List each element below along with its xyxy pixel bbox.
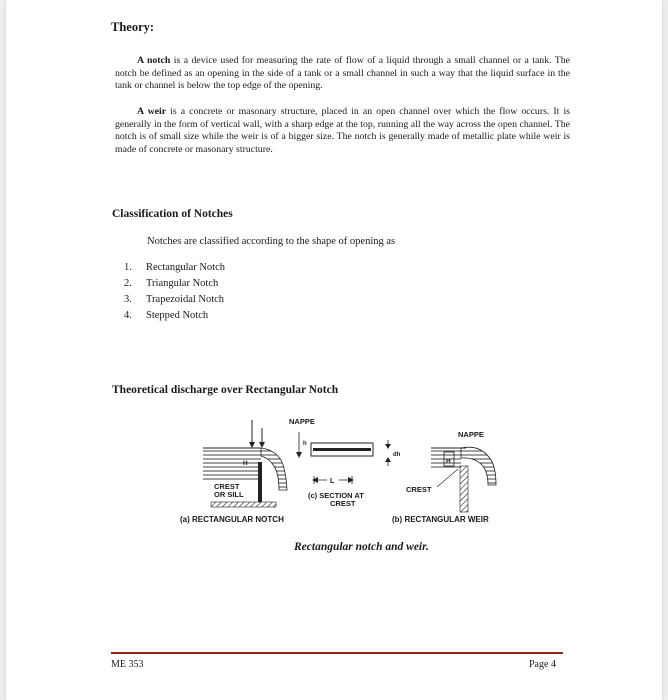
list-item <box>124 292 225 308</box>
weir-head-label: H <box>446 458 451 465</box>
channel-bed <box>211 502 276 507</box>
list-label: Stepped Notch <box>146 310 209 321</box>
weir-term: A weir <box>137 106 167 117</box>
strip-dh <box>313 448 371 451</box>
course-code: ME 353 <box>111 659 144 670</box>
caption-a: (a) RECTANGULAR NOTCH <box>180 515 284 524</box>
classification-intro: Notches are classified according to the shape of opening as <box>147 236 396 247</box>
notch-plate <box>258 462 262 502</box>
list-label: Trapezoidal Notch <box>146 294 225 305</box>
dh-label: dh <box>393 452 401 458</box>
list-item <box>124 260 225 276</box>
notch-term: A notch <box>137 55 171 66</box>
nappe-label-b: NAPPE <box>458 430 484 439</box>
section-label: (c) SECTION AT <box>308 491 364 500</box>
notch-paragraph <box>115 55 570 93</box>
footer-rule <box>111 652 563 654</box>
head-label: H <box>243 460 248 467</box>
small-head-label: h <box>303 441 307 447</box>
nappe-stream <box>261 448 287 490</box>
weir-definition: is a concrete or masonary structure, placed in an open channel over which the flow occurs. It is generally in the form of vertical wall, with a sharp edge at the top, running all the way across the open channel. The notch is of small size while the weir is of a bigger size. The notch is generally made of metallic plate while weir is made of concrete or masonary structure. <box>115 106 570 155</box>
crest-section-diagram <box>296 432 401 508</box>
sill-label: OR SILL <box>214 490 244 499</box>
document-page <box>6 0 662 700</box>
notch-definition: is a device used for measuring the rate of flow of a liquid through a small channel or a tank. The notch be defined as an opening in the side of a tank or a small channel in such a way that the liquid surface in the tank or channel is below the top edge of the opening. <box>115 55 571 91</box>
list-number: 1. <box>124 262 132 273</box>
discharge-heading: Theoretical discharge over Rectangular Notch <box>112 384 339 396</box>
notch-weir-figure <box>166 410 516 535</box>
rectangular-weir-diagram <box>392 430 496 524</box>
list-item <box>124 308 225 324</box>
crest-label: CREST <box>214 482 240 491</box>
list-item <box>124 276 225 292</box>
theory-title: Theory: <box>111 20 155 34</box>
rectangular-notch-diagram <box>180 420 287 524</box>
width-label: L <box>330 478 335 485</box>
water-body <box>203 448 261 481</box>
list-label: Rectangular Notch <box>146 262 226 273</box>
list-label: Triangular Notch <box>146 278 219 289</box>
notch-type-list <box>124 260 225 324</box>
page-number: Page 4 <box>529 659 556 670</box>
list-number: 3. <box>124 294 132 305</box>
weir-crest-label: CREST <box>406 485 432 494</box>
section-crest-label: CREST <box>330 499 356 508</box>
weir-paragraph <box>115 106 570 156</box>
list-number: 4. <box>124 310 132 321</box>
weir-wall <box>460 466 468 512</box>
classification-heading: Classification of Notches <box>112 208 233 220</box>
figure-caption: Rectangular notch and weir. <box>294 541 429 553</box>
nappe-label-a: NAPPE <box>289 417 315 426</box>
caption-b: (b) RECTANGULAR WEIR <box>392 515 489 524</box>
list-number: 2. <box>124 278 132 289</box>
